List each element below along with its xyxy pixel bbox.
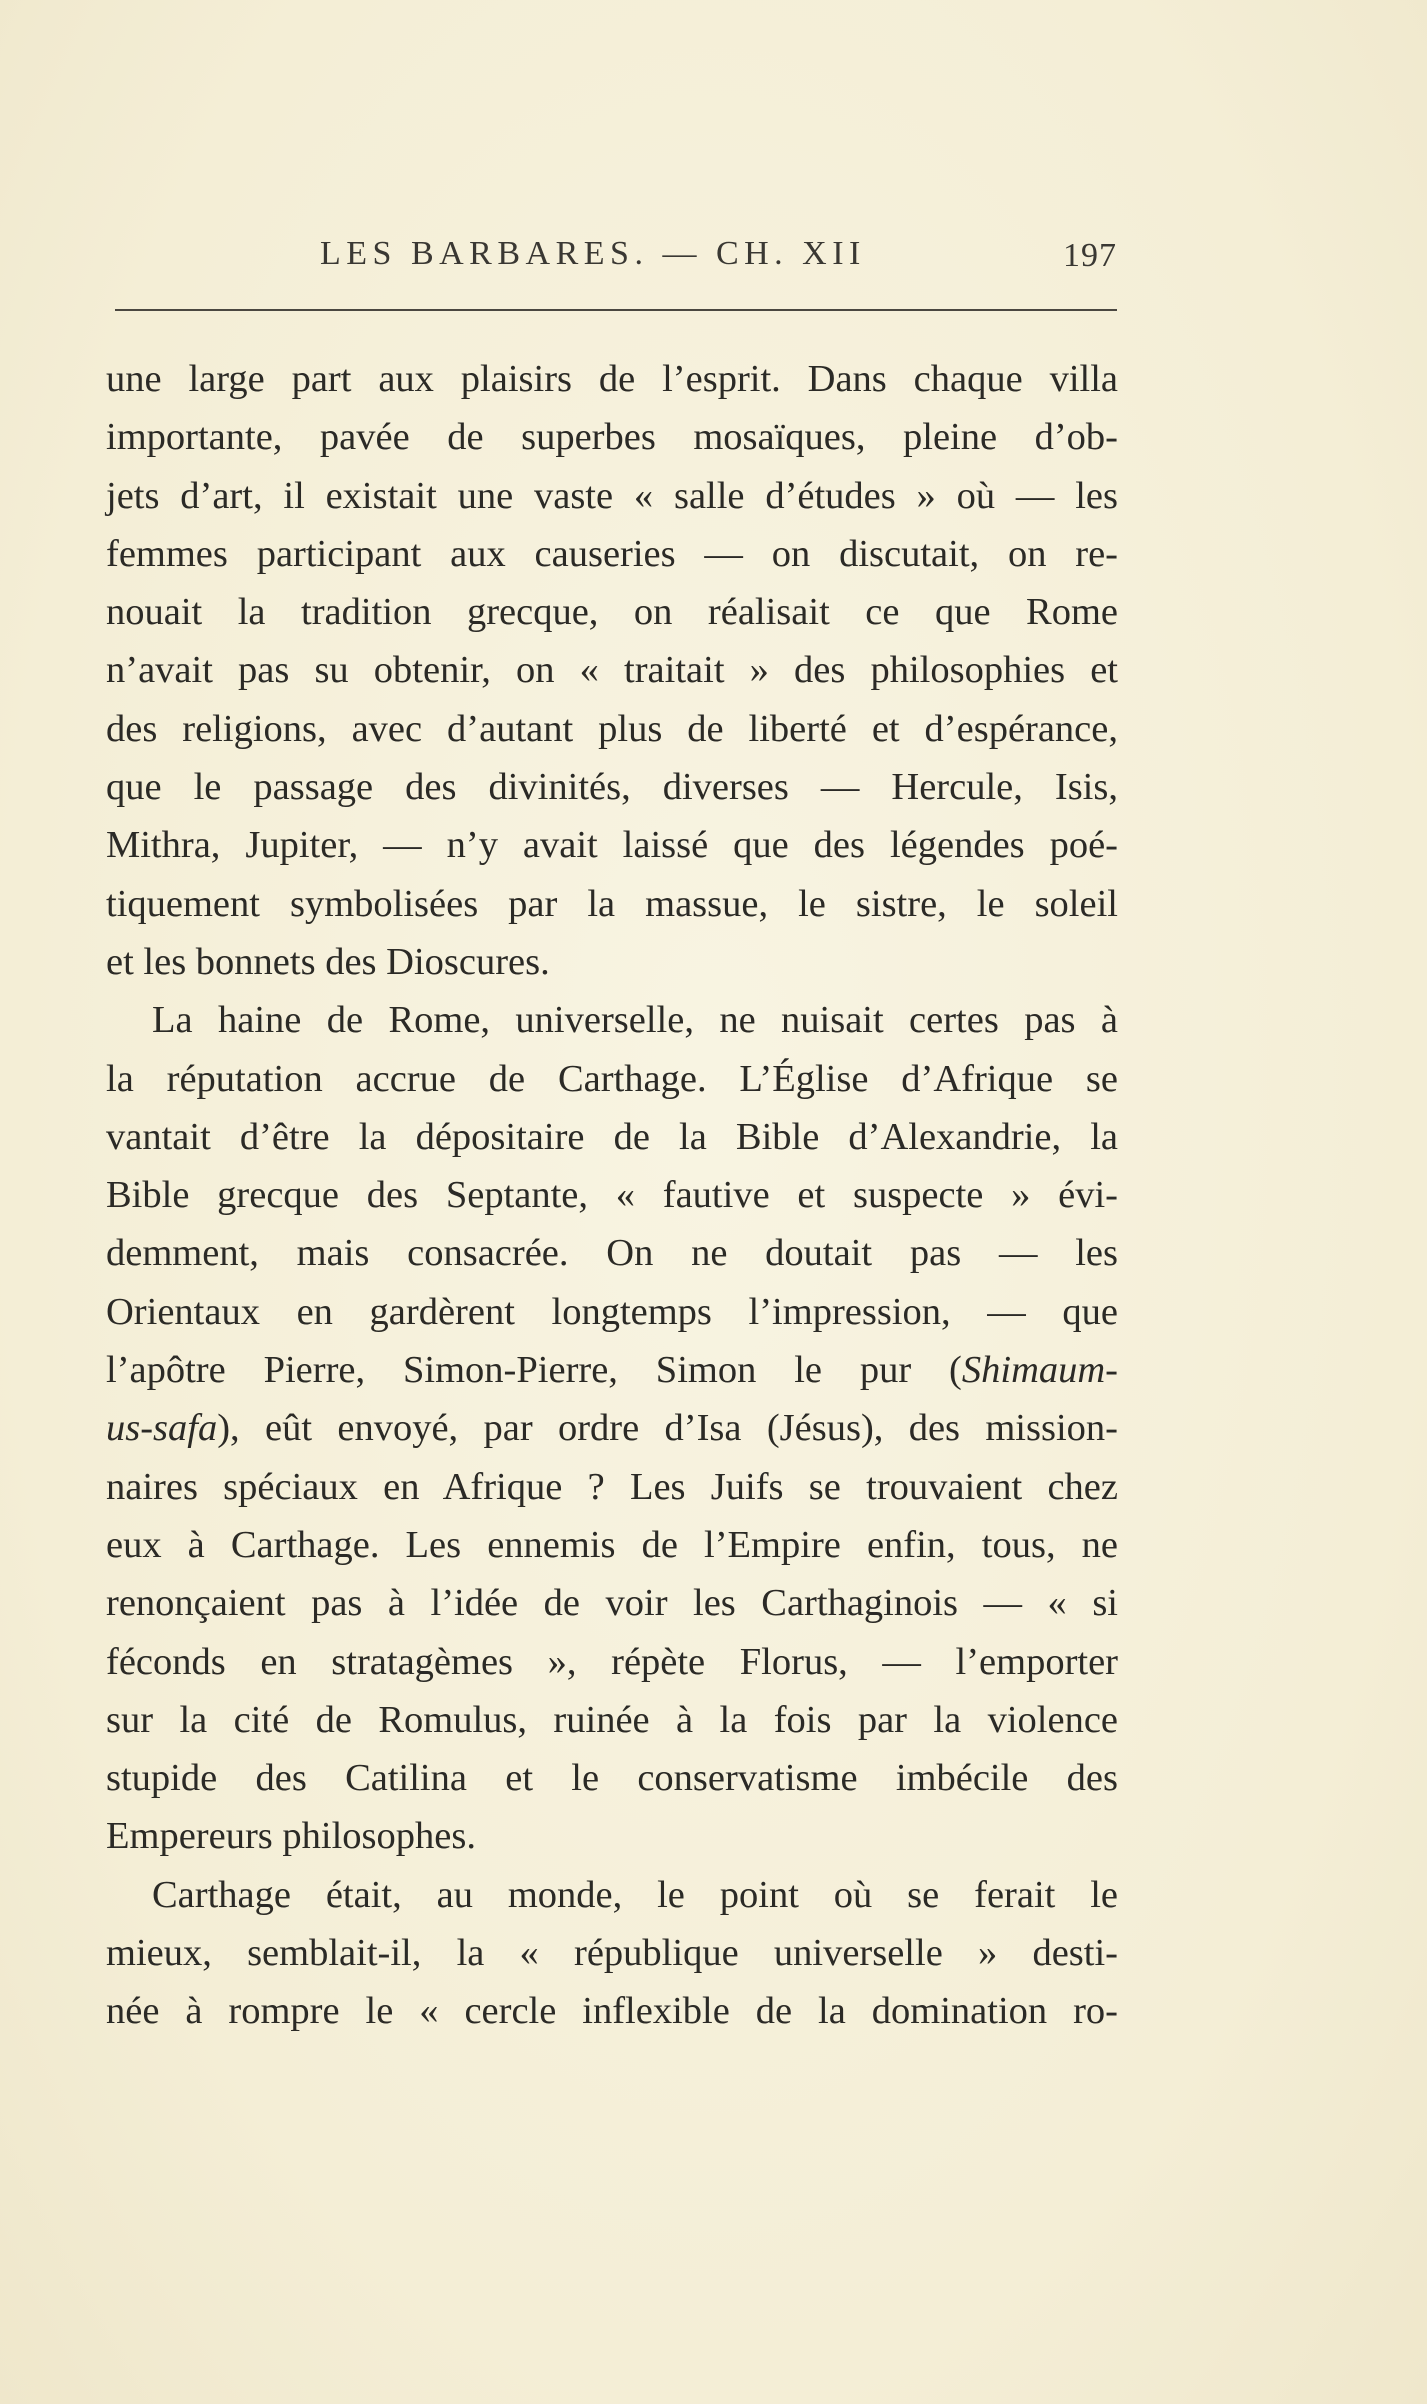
text-line: et les bonnets des Dioscures.	[106, 940, 550, 983]
text-line: née à rompre le « cercle inflexible de la domination ro-	[106, 1990, 1118, 2033]
text-line: féconds en stratagèmes », répète Florus, — l’emporter	[106, 1640, 1118, 1683]
text-line: stupide des Catilina et le conservatisme imbécile des	[106, 1757, 1118, 1800]
italic-fragment: us-safa	[106, 1407, 218, 1450]
text-line: Carthage était, au monde, le point où se ferait le	[152, 1873, 1118, 1916]
text-line: Orientaux en gardèrent longtemps l’impression, — que	[106, 1290, 1118, 1333]
text-line: que le passage des divinités, diverses — Hercule, Isis,	[106, 766, 1118, 809]
text-line: renonçaient pas à l’idée de voir les Carthaginois — « si	[106, 1582, 1118, 1625]
text-line: Empereurs philosophes.	[106, 1815, 476, 1858]
text-line: nouait la tradition grecque, on réalisait ce que Rome	[106, 591, 1118, 634]
running-title: LES BARBARES. — CH. XII	[320, 235, 866, 272]
text-line: vantait d’être la dépositaire de la Bible d’Alexandrie, la	[106, 1115, 1118, 1158]
text-line: Mithra, Jupiter, — n’y avait laissé que des légendes poé-	[106, 824, 1118, 867]
text-line: n’avait pas su obtenir, on « traitait » des philosophies et	[106, 649, 1118, 692]
page-number: 197	[1063, 237, 1117, 274]
italic-fragment: Shimaum-	[961, 1349, 1118, 1392]
running-head	[115, 225, 1117, 285]
paragraph-3	[106, 1866, 1118, 2041]
text-line: tiquement symbolisées par la massue, le sistre, le soleil	[106, 882, 1118, 925]
text-line: naires spéciaux en Afrique ? Les Juifs se trouvaient chez	[106, 1465, 1118, 1508]
text-line: sur la cité de Romulus, ruinée à la fois par la violence	[106, 1698, 1118, 1741]
text-line: l’apôtre Pierre, Simon-Pierre, Simon le pur (Shimaum-	[106, 1349, 1118, 1392]
text-line: us-safa), eût envoyé, par ordre d’Isa (Jésus), des mission-	[106, 1407, 1118, 1450]
body-text	[106, 350, 1118, 2041]
text-line: femmes participant aux causeries — on discutait, on re-	[106, 532, 1118, 575]
text-line: Bible grecque des Septante, « fautive et suspecte » évi-	[106, 1174, 1118, 1217]
text-line: jets d’art, il existait une vaste « salle d’études » où — les	[106, 474, 1118, 517]
header-rule	[115, 309, 1117, 311]
text-line: La haine de Rome, universelle, ne nuisait certes pas à	[152, 999, 1118, 1042]
text-line: la réputation accrue de Carthage. L’Église d’Afrique se	[106, 1057, 1118, 1100]
text-line: mieux, semblait-il, la « république universelle » desti-	[106, 1932, 1118, 1975]
paragraph-1	[106, 350, 1118, 991]
text-line: importante, pavée de superbes mosaïques, pleine d’ob-	[106, 416, 1118, 459]
text-line: des religions, avec d’autant plus de liberté et d’espérance,	[106, 707, 1118, 750]
text-line: une large part aux plaisirs de l’esprit. Dans chaque villa	[106, 358, 1118, 400]
paragraph-2	[106, 991, 1118, 1865]
text-line: demment, mais consacrée. On ne doutait pas — les	[106, 1232, 1118, 1275]
text-line: eux à Carthage. Les ennemis de l’Empire enfin, tous, ne	[106, 1523, 1118, 1566]
